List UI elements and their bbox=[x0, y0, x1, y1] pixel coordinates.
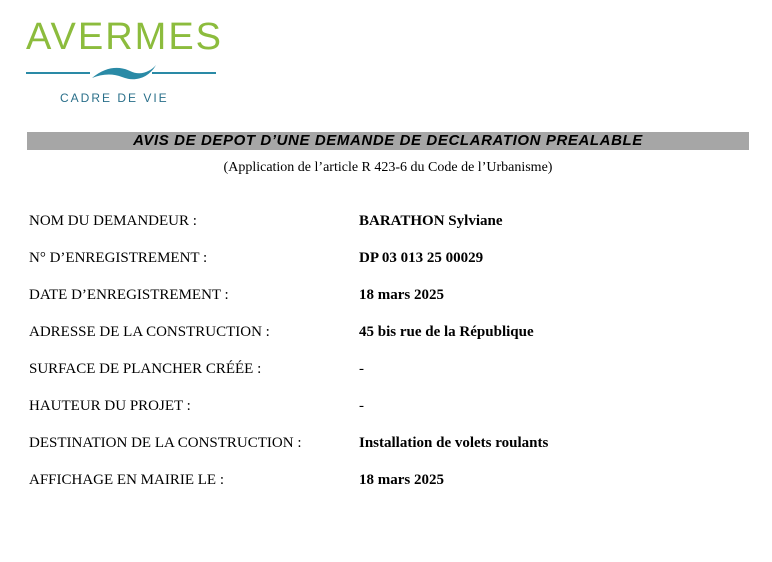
field-row-address bbox=[29, 322, 749, 359]
field-value: DP 03 013 25 00029 bbox=[359, 250, 484, 266]
field-row-posting-date bbox=[29, 470, 749, 507]
field-row-registration-number bbox=[29, 248, 749, 285]
field-value: BARATHON Sylviane bbox=[359, 213, 503, 229]
field-label: ADRESSE DE LA CONSTRUCTION : bbox=[29, 324, 270, 340]
field-row-floor-area bbox=[29, 359, 749, 396]
wave-icon bbox=[24, 62, 218, 86]
field-label: DATE D’ENREGISTREMENT : bbox=[29, 287, 229, 303]
notice-title: AVIS DE DEPOT D’UNE DEMANDE DE DECLARATION PREALABLE bbox=[133, 132, 643, 149]
field-value: 18 mars 2025 bbox=[359, 472, 444, 488]
field-value: - bbox=[359, 361, 364, 377]
logo-title: AVERMES bbox=[26, 16, 224, 58]
field-row-registration-date bbox=[29, 285, 749, 322]
field-label: SURFACE DE PLANCHER CRÉÉE : bbox=[29, 361, 262, 377]
field-row-applicant bbox=[29, 211, 749, 248]
field-value: 18 mars 2025 bbox=[359, 287, 444, 303]
notice-title-banner bbox=[27, 132, 749, 150]
field-label: AFFICHAGE EN MAIRIE LE : bbox=[29, 472, 224, 488]
field-value: 45 bis rue de la République bbox=[359, 324, 534, 340]
declaration-fields bbox=[29, 211, 749, 507]
field-row-destination bbox=[29, 433, 749, 470]
field-value: Installation de volets roulants bbox=[359, 435, 549, 451]
field-label: DESTINATION DE LA CONSTRUCTION : bbox=[29, 435, 302, 451]
logo-tagline: CADRE DE VIE bbox=[60, 91, 169, 105]
legal-reference: (Application de l’article R 423-6 du Code de l’Urbanisme) bbox=[223, 160, 553, 175]
field-row-height bbox=[29, 396, 749, 433]
field-value: - bbox=[359, 398, 364, 414]
avermes-logo bbox=[24, 14, 224, 109]
field-label: HAUTEUR DU PROJET : bbox=[29, 398, 191, 414]
field-label: N° D’ENREGISTREMENT : bbox=[29, 250, 208, 266]
field-label: NOM DU DEMANDEUR : bbox=[29, 213, 197, 229]
